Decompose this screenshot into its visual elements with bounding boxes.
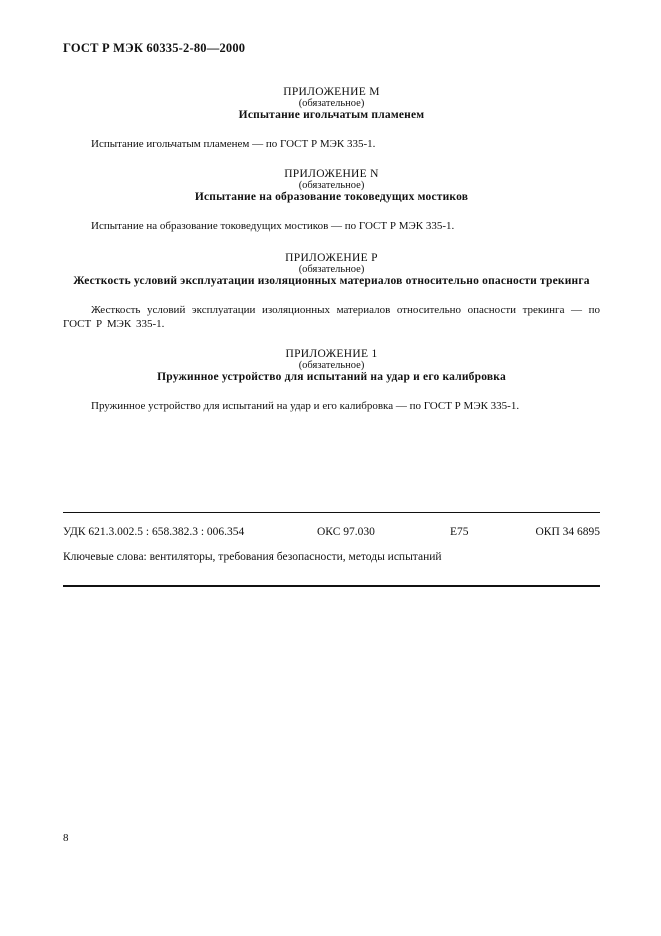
annex-body: Пружинное устройство для испытаний на удар и его калибровка — по ГОСТ Р МЭК 335-1. [91, 400, 520, 412]
annex-label: ПРИЛОЖЕНИЕ P [285, 252, 378, 264]
group-code: Е75 [450, 526, 469, 538]
annex-label: ПРИЛОЖЕНИЕ N [284, 168, 379, 180]
annex-title: Испытание на образование токоведущих мостиков [194, 191, 469, 203]
annex-label: ПРИЛОЖЕНИЕ M [283, 86, 380, 98]
divider-bottom [63, 585, 600, 587]
annex-1 [63, 348, 600, 424]
divider-top [63, 512, 600, 513]
annex-p [63, 252, 600, 342]
udk-code: УДК 621.3.002.5 : 658.382.3 : 006.354 [63, 526, 245, 538]
annex-n [63, 168, 600, 244]
annex-body: Жесткость условий эксплуатации изоляционных материалов относительно опасности трекинга — по ГОСТ Р МЭК 335-1. [63, 304, 600, 330]
document-code-header: ГОСТ Р МЭК 60335-2-80—2000 [63, 41, 246, 55]
annex-m [63, 86, 600, 162]
annex-title: Пружинное устройство для испытаний на удар и его калибровка [157, 371, 506, 383]
keywords: Ключевые слова: вентиляторы, требования безопасности, методы испытаний [63, 551, 442, 563]
annex-status: (обязательное) [298, 360, 365, 371]
annex-body: Испытание игольчатым пламенем — по ГОСТ Р МЭК 335-1. [91, 138, 376, 150]
classification-codes [63, 526, 600, 540]
annex-body: Испытание на образование токоведущих мостиков — по ГОСТ Р МЭК 335-1. [91, 220, 455, 232]
okp-code: ОКП 34 6895 [535, 526, 600, 538]
annex-label: ПРИЛОЖЕНИЕ 1 [285, 348, 378, 360]
oks-code: ОКС 97.030 [317, 526, 375, 538]
annex-status: (обязательное) [298, 264, 365, 275]
page-number: 8 [63, 832, 69, 844]
annex-status: (обязательное) [298, 180, 365, 191]
annex-title: Жесткость условий эксплуатации изоляционных материалов относительно опасности трекинга [73, 275, 590, 287]
annex-title: Испытание игольчатым пламенем [238, 109, 425, 121]
annex-status: (обязательное) [298, 98, 365, 109]
